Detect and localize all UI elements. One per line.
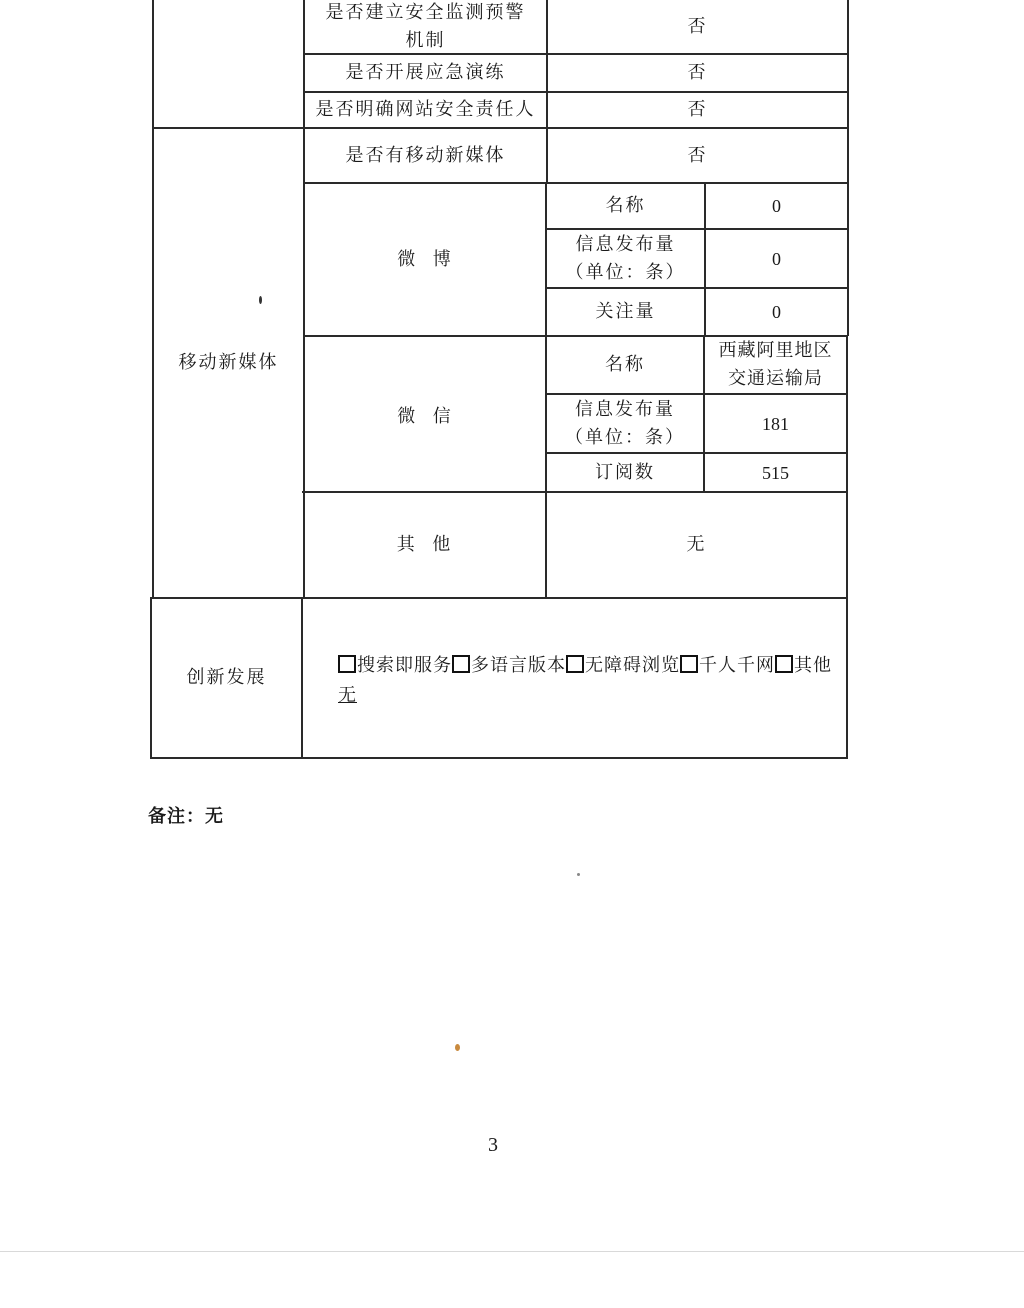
innovation-option: 千人千网 [699,655,775,676]
checkbox-icon[interactable] [452,655,470,673]
scan-speck [455,1044,460,1051]
scan-speck [259,296,262,304]
security-officer-label: 是否明确网站安全责任人 [315,99,536,120]
table-rule [301,597,303,759]
weibo-followers-value: 0 [772,302,781,322]
emergency-drill-label: 是否开展应急演练 [345,62,506,83]
security-monitoring-value: 否 [687,15,708,37]
value-line: 西藏阿里地区 [718,340,833,361]
checkbox-icon[interactable] [775,655,793,673]
checkbox-icon[interactable] [680,655,698,673]
mobile-media-section-label: 移动新媒体 [178,352,279,373]
innovation-options [338,651,843,711]
weibo-followers-label: 关注量 [595,301,656,322]
label-line: （单位：条） [565,426,685,448]
label-line: 是否建立安全监测预警 [325,1,526,23]
scan-edge [0,1251,1024,1252]
other-media-value: 无 [686,534,707,555]
weibo-label: 微 博 [397,248,453,270]
label-line: 信息发布量 [575,233,676,255]
innovation-option: 无障碍浏览 [585,655,680,676]
wechat-subscribers-value: 515 [762,462,789,483]
innovation-option: 多语言版本 [471,655,566,676]
remark-text: 备注：无 [148,806,224,827]
page-number: 3 [488,1134,498,1156]
scan-speck [577,873,580,876]
wechat-posts-value: 181 [762,413,789,434]
weibo-posts-label [547,230,704,287]
weibo-name-value: 0 [772,196,781,216]
wechat-name-value [705,337,846,393]
innovation-label: 创新发展 [186,667,267,688]
innovation-option: 其他 [794,655,832,676]
has-mobile-media-label: 是否有移动新媒体 [345,144,506,166]
emergency-drill-value: 否 [687,62,708,83]
label-line: 机制 [405,29,446,51]
value-line: 交通运输局 [728,368,823,389]
other-media-label: 其 他 [396,534,453,555]
weibo-name-label: 名称 [605,195,646,216]
table-rule [150,757,847,759]
checkbox-icon[interactable] [566,655,584,673]
label-line: 信息发布量 [575,398,675,420]
checkbox-icon[interactable] [338,655,356,673]
wechat-subscribers-label: 订阅数 [595,461,655,483]
table-rule [846,335,848,759]
innovation-other-value: 无 [338,685,357,706]
table-rule [847,0,849,336]
wechat-label: 微 信 [397,406,453,427]
label-line: （单位：条） [565,261,686,283]
security-officer-value: 否 [687,99,708,120]
weibo-posts-value: 0 [772,248,781,269]
has-mobile-media-value: 否 [687,144,708,166]
security-monitoring-label [305,0,546,53]
innovation-option: 搜索即服务 [357,655,452,676]
wechat-posts-label [547,395,703,452]
wechat-name-label: 名称 [605,354,645,375]
